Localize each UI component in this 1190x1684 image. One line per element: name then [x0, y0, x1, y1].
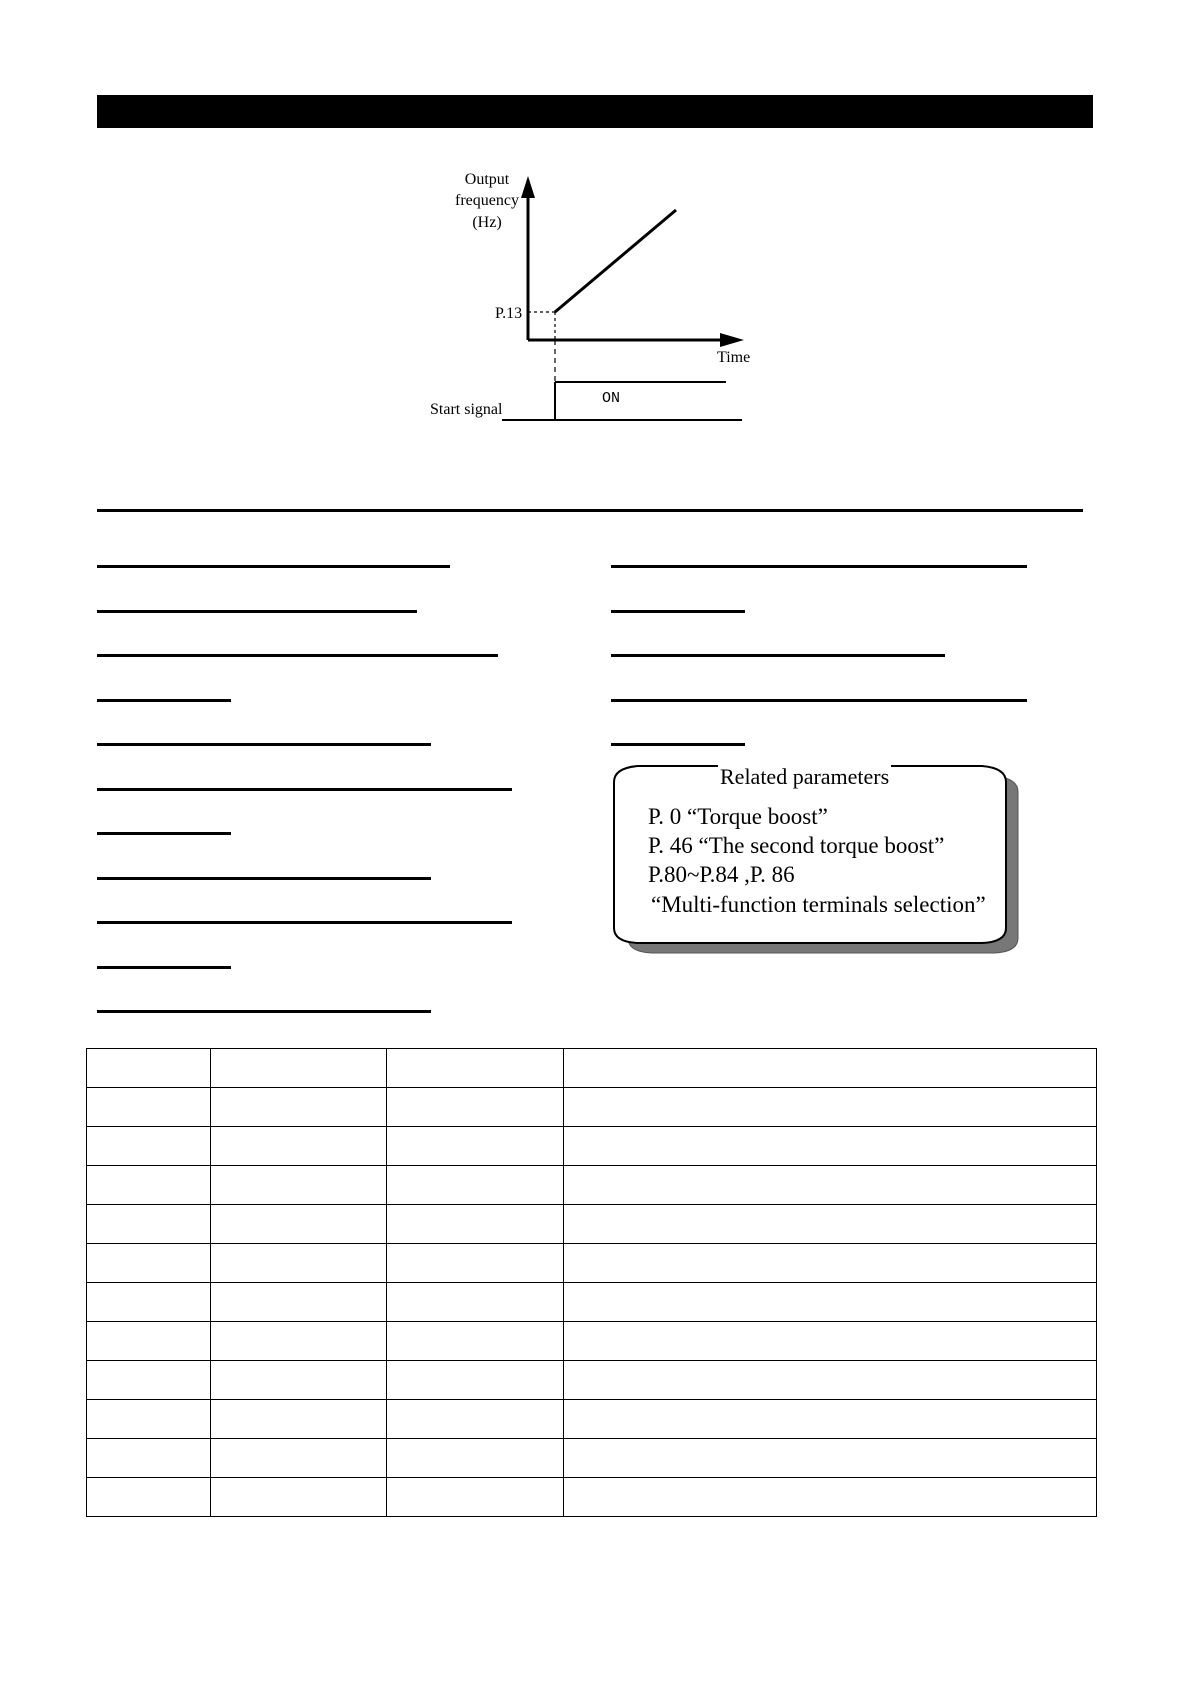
table-row: [87, 1127, 1097, 1166]
x-axis-arrow-icon: [720, 333, 744, 347]
table-cell: [564, 1127, 1097, 1166]
frequency-ramp-line: [555, 210, 676, 312]
table-cell: [564, 1478, 1097, 1517]
table-row: [87, 1088, 1097, 1127]
table-cell: [87, 1400, 211, 1439]
table-cell: [387, 1205, 564, 1244]
table-row: [87, 1322, 1097, 1361]
section-header-bar: [97, 95, 1093, 128]
table-cell: [87, 1088, 211, 1127]
table-cell: [211, 1478, 387, 1517]
table-cell: [87, 1205, 211, 1244]
table-cell: [387, 1166, 564, 1205]
table-cell: [564, 1400, 1097, 1439]
table-cell: [87, 1283, 211, 1322]
table-cell: [211, 1244, 387, 1283]
table-cell: [87, 1244, 211, 1283]
table-row: [87, 1049, 1097, 1088]
y-axis-arrow-icon: [521, 176, 535, 198]
table-row: [87, 1478, 1097, 1517]
table-row: [87, 1205, 1097, 1244]
x-axis-label: Time: [717, 349, 751, 366]
table-cell: [564, 1439, 1097, 1478]
y-axis-label-line-1: Output: [464, 171, 510, 188]
table-row: [87, 1400, 1097, 1439]
text-line-left-5: [97, 743, 431, 746]
table-cell: [387, 1400, 564, 1439]
table-cell: [211, 1127, 387, 1166]
table-row: [87, 1166, 1097, 1205]
text-line-left-3: [97, 654, 498, 657]
table-cell: [211, 1088, 387, 1127]
table-cell: [211, 1166, 387, 1205]
on-label: ON: [602, 390, 621, 407]
related-parameters-title: Related parameters: [720, 764, 890, 789]
table-cell: [211, 1322, 387, 1361]
start-signal-label: Start signal: [430, 401, 503, 418]
table-cell: [387, 1088, 564, 1127]
table-row: [87, 1439, 1097, 1478]
related-param-line-4: “Multi-function terminals selection”: [651, 892, 986, 917]
parameter-table: [86, 1048, 1097, 1517]
table-cell: [564, 1088, 1097, 1127]
table-cell: [87, 1127, 211, 1166]
table-cell: [564, 1166, 1097, 1205]
table-cell: [387, 1127, 564, 1166]
table-cell: [387, 1439, 564, 1478]
table-cell: [211, 1283, 387, 1322]
table-cell: [564, 1244, 1097, 1283]
table-cell: [564, 1205, 1097, 1244]
table-cell: [387, 1049, 564, 1088]
related-parameters-box: [608, 762, 1028, 962]
text-line-left-4: [97, 699, 231, 702]
table-cell: [211, 1205, 387, 1244]
table-cell: [211, 1439, 387, 1478]
text-line-right-4: [611, 699, 1027, 702]
related-param-line-1: P. 0 “Torque boost”: [648, 804, 828, 829]
table-cell: [87, 1478, 211, 1517]
text-line-left-6: [97, 788, 512, 791]
y-axis-label-line-3: (Hz): [472, 214, 502, 231]
table-cell: [387, 1244, 564, 1283]
text-line-left-11: [97, 1010, 431, 1013]
text-line-left-2: [97, 610, 417, 613]
table-cell: [87, 1049, 211, 1088]
table-cell: [387, 1361, 564, 1400]
related-param-line-2: P. 46 “The second torque boost”: [648, 833, 945, 858]
frequency-time-chart: [420, 160, 780, 430]
text-line-right-5: [611, 743, 745, 746]
section-divider: [97, 509, 1083, 512]
y-axis-label-line-2: frequency: [455, 192, 519, 209]
table-cell: [211, 1361, 387, 1400]
table-row: [87, 1244, 1097, 1283]
table-cell: [211, 1049, 387, 1088]
related-param-line-3: P.80~P.84 ,P. 86: [648, 862, 795, 887]
text-line-left-9: [97, 921, 512, 924]
table-cell: [87, 1361, 211, 1400]
table-cell: [387, 1322, 564, 1361]
text-line-left-7: [97, 832, 231, 835]
text-line-left-10: [97, 966, 231, 969]
starting-frequency-diagram: [420, 160, 780, 430]
table-cell: [87, 1439, 211, 1478]
table-cell: [387, 1478, 564, 1517]
table-row: [87, 1283, 1097, 1322]
table-cell: [87, 1166, 211, 1205]
text-line-right-3: [611, 654, 945, 657]
table-cell: [564, 1283, 1097, 1322]
table-cell: [387, 1283, 564, 1322]
text-line-right-1: [611, 565, 1027, 568]
text-line-right-2: [611, 610, 745, 613]
table-cell: [564, 1361, 1097, 1400]
table-cell: [564, 1322, 1097, 1361]
p13-marker-label: P.13: [495, 305, 523, 322]
table-cell: [564, 1049, 1097, 1088]
text-line-left-1: [97, 565, 450, 568]
text-line-left-8: [97, 877, 431, 880]
table-cell: [211, 1400, 387, 1439]
table-row: [87, 1361, 1097, 1400]
table-cell: [87, 1322, 211, 1361]
